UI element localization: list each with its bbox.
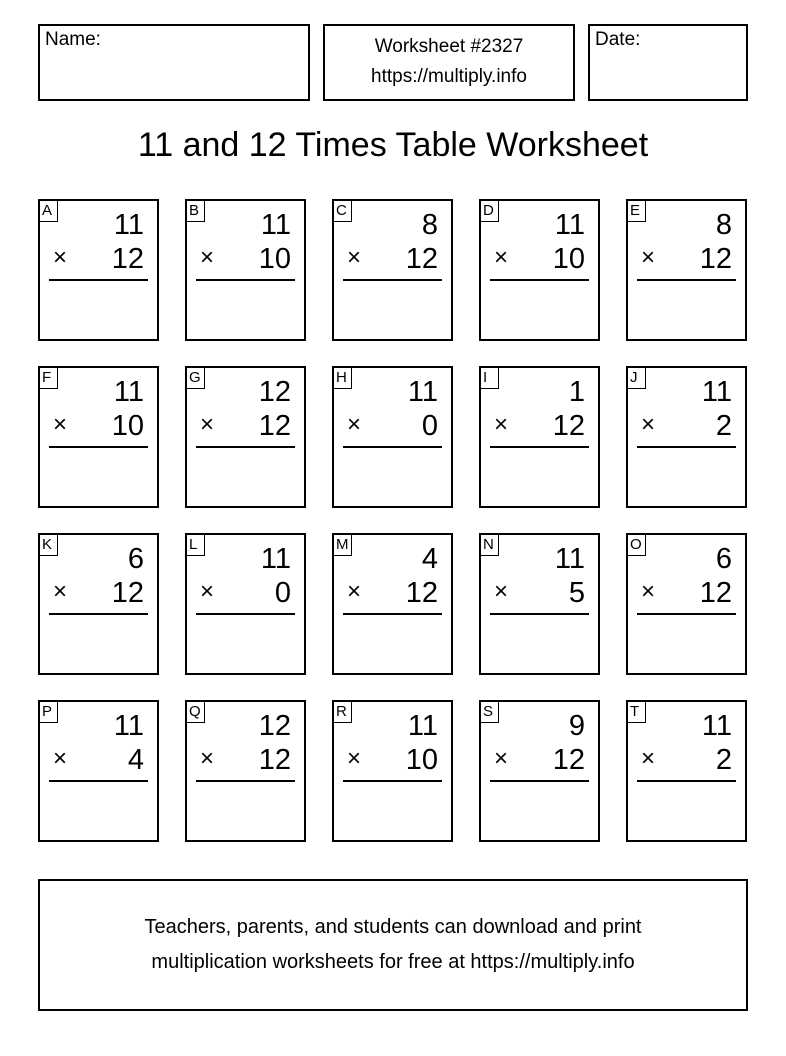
answer-line xyxy=(343,446,442,448)
problem-label: P xyxy=(39,701,58,723)
multiply-sign: × xyxy=(494,745,509,772)
multiplier: 12 xyxy=(111,577,144,609)
problem-label: F xyxy=(39,367,58,389)
problem-label: H xyxy=(333,367,352,389)
problem-label: A xyxy=(39,200,58,222)
problem-label: N xyxy=(480,534,499,556)
multiplier: 12 xyxy=(699,243,732,275)
answer-line xyxy=(196,446,295,448)
answer-line xyxy=(490,613,589,615)
multiplicand: 11 xyxy=(554,209,585,241)
answer-line xyxy=(343,279,442,281)
problem-card[interactable] xyxy=(626,700,747,842)
multiply-sign: × xyxy=(641,244,656,271)
problem-card[interactable] xyxy=(332,366,453,508)
multiply-sign: × xyxy=(200,244,215,271)
multiplier: 4 xyxy=(127,744,144,776)
problem-card[interactable] xyxy=(38,533,159,675)
multiply-sign: × xyxy=(200,745,215,772)
multiplier: 10 xyxy=(111,410,144,442)
multiplicand: 11 xyxy=(407,376,438,408)
multiplicand: 12 xyxy=(258,710,291,742)
problem-label: O xyxy=(627,534,646,556)
multiplicand: 4 xyxy=(421,543,438,575)
multiplicand: 11 xyxy=(701,710,732,742)
problem-label: L xyxy=(186,534,205,556)
problem-grid xyxy=(38,199,747,842)
problem-card[interactable] xyxy=(332,199,453,341)
multiplicand: 11 xyxy=(113,209,144,241)
multiply-sign: × xyxy=(641,745,656,772)
problem-card[interactable] xyxy=(38,199,159,341)
multiply-sign: × xyxy=(641,411,656,438)
multiplier: 12 xyxy=(552,744,585,776)
multiplier: 10 xyxy=(405,744,438,776)
multiply-sign: × xyxy=(53,244,68,271)
multiplier: 12 xyxy=(405,243,438,275)
multiply-sign: × xyxy=(494,244,509,271)
multiplicand: 6 xyxy=(127,543,144,575)
multiplier: 10 xyxy=(552,243,585,275)
multiplier: 12 xyxy=(258,744,291,776)
answer-line xyxy=(49,446,148,448)
multiplier: 2 xyxy=(715,410,732,442)
multiply-sign: × xyxy=(494,578,509,605)
problem-label: T xyxy=(627,701,646,723)
problem-card[interactable] xyxy=(38,366,159,508)
problem-label: B xyxy=(186,200,205,222)
problem-card[interactable] xyxy=(185,199,306,341)
multiplicand: 11 xyxy=(554,543,585,575)
multiply-sign: × xyxy=(641,578,656,605)
date-field[interactable] xyxy=(588,24,748,101)
problem-card[interactable] xyxy=(38,700,159,842)
problem-label: I xyxy=(480,367,499,389)
multiplier: 2 xyxy=(715,744,732,776)
problem-label: M xyxy=(333,534,352,556)
multiply-sign: × xyxy=(347,745,362,772)
multiplier: 12 xyxy=(258,410,291,442)
multiplier: 12 xyxy=(552,410,585,442)
answer-line xyxy=(343,613,442,615)
problem-label: Q xyxy=(186,701,205,723)
problem-label: S xyxy=(480,701,499,723)
multiply-sign: × xyxy=(200,578,215,605)
problem-card[interactable] xyxy=(479,199,600,341)
answer-line xyxy=(490,780,589,782)
answer-line xyxy=(49,279,148,281)
problem-label: J xyxy=(627,367,646,389)
multiplier: 12 xyxy=(111,243,144,275)
footer-box xyxy=(38,879,748,1011)
multiply-sign: × xyxy=(347,411,362,438)
problem-card[interactable] xyxy=(332,700,453,842)
problem-label: R xyxy=(333,701,352,723)
problem-card[interactable] xyxy=(479,366,600,508)
worksheet-number: Worksheet #2327 xyxy=(374,36,524,57)
multiplicand: 9 xyxy=(568,710,585,742)
problem-label: G xyxy=(186,367,205,389)
multiplier: 12 xyxy=(699,577,732,609)
problem-card[interactable] xyxy=(332,533,453,675)
problem-card[interactable] xyxy=(626,199,747,341)
multiplicand: 8 xyxy=(421,209,438,241)
answer-line xyxy=(343,780,442,782)
date-label: Date: xyxy=(595,29,641,50)
answer-line xyxy=(637,279,736,281)
multiply-sign: × xyxy=(53,745,68,772)
multiplicand: 11 xyxy=(260,209,291,241)
multiply-sign: × xyxy=(53,578,68,605)
worksheet-info-box xyxy=(323,24,575,101)
multiplier: 0 xyxy=(421,410,438,442)
multiply-sign: × xyxy=(53,411,68,438)
problem-label: C xyxy=(333,200,352,222)
multiply-sign: × xyxy=(347,244,362,271)
page-title: 11 and 12 Times Table Worksheet xyxy=(137,126,649,164)
multiplicand: 12 xyxy=(258,376,291,408)
name-label: Name: xyxy=(45,29,101,50)
multiplicand: 11 xyxy=(260,543,291,575)
multiplicand: 11 xyxy=(407,710,438,742)
answer-line xyxy=(490,446,589,448)
problem-card[interactable] xyxy=(479,533,600,675)
multiply-sign: × xyxy=(494,411,509,438)
multiply-sign: × xyxy=(200,411,215,438)
problem-card[interactable] xyxy=(479,700,600,842)
answer-line xyxy=(49,780,148,782)
worksheet-url: https://multiply.info xyxy=(371,66,527,87)
footer-line-1: Teachers, parents, and students can download and print xyxy=(144,916,642,938)
multiplier: 0 xyxy=(274,577,291,609)
problem-card[interactable] xyxy=(185,366,306,508)
multiplier: 5 xyxy=(568,577,585,609)
answer-line xyxy=(196,279,295,281)
multiply-sign: × xyxy=(347,578,362,605)
multiplier: 12 xyxy=(405,577,438,609)
answer-line xyxy=(49,613,148,615)
answer-line xyxy=(637,613,736,615)
multiplicand: 8 xyxy=(715,209,732,241)
problem-card[interactable] xyxy=(185,700,306,842)
answer-line xyxy=(196,613,295,615)
problem-card[interactable] xyxy=(626,366,747,508)
multiplicand: 1 xyxy=(568,376,585,408)
answer-line xyxy=(637,780,736,782)
problem-label: K xyxy=(39,534,58,556)
problem-label: D xyxy=(480,200,499,222)
multiplicand: 11 xyxy=(701,376,732,408)
problem-card[interactable] xyxy=(185,533,306,675)
answer-line xyxy=(637,446,736,448)
problem-card[interactable] xyxy=(626,533,747,675)
multiplicand: 11 xyxy=(113,376,144,408)
multiplicand: 6 xyxy=(715,543,732,575)
answer-line xyxy=(490,279,589,281)
footer-line-2: multiplication worksheets for free at https://multiply.info xyxy=(151,951,635,973)
multiplier: 10 xyxy=(258,243,291,275)
name-field[interactable] xyxy=(38,24,310,101)
multiplicand: 11 xyxy=(113,710,144,742)
answer-line xyxy=(196,780,295,782)
problem-label: E xyxy=(627,200,646,222)
